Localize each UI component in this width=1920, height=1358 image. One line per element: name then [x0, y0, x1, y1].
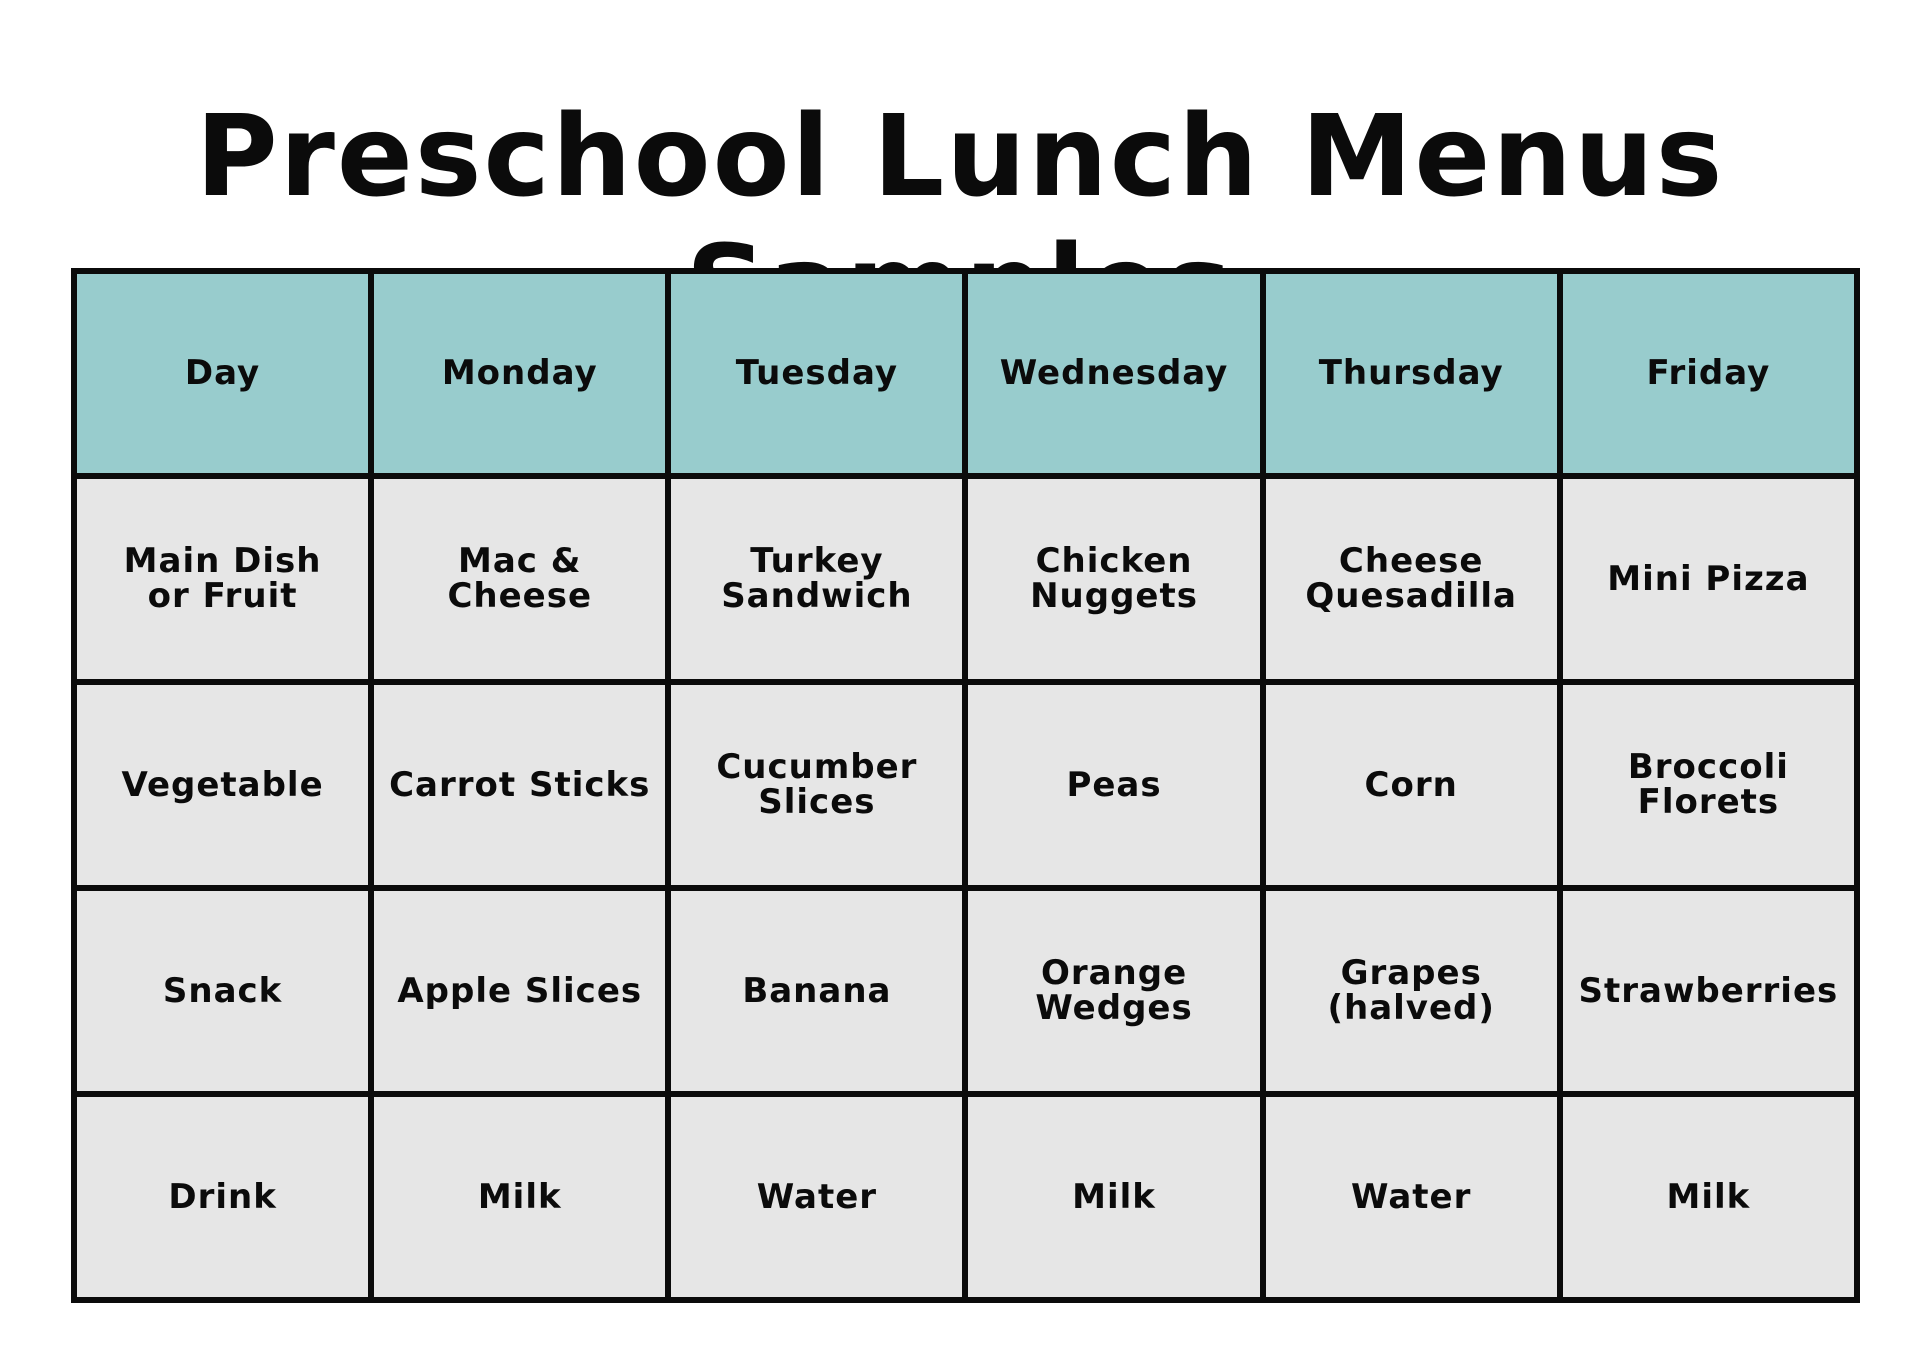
table-cell: Water: [1263, 1094, 1560, 1300]
table-cell: Milk: [1560, 1094, 1857, 1300]
table-cell: Corn: [1263, 682, 1560, 888]
table-header: [74, 271, 1857, 476]
lunch-menu-table: [71, 268, 1860, 1303]
table-cell: Milk: [371, 1094, 668, 1300]
table-cell: Strawberries: [1560, 888, 1857, 1094]
table-cell: Turkey Sandwich: [668, 476, 965, 682]
page-title: Preschool Lunch Menus: [195, 92, 1725, 222]
table-row-drink: [74, 1094, 1857, 1300]
row-label-cell: Snack: [74, 888, 371, 1094]
table-cell: Mac & Cheese: [371, 476, 668, 682]
header-tuesday: Tuesday: [668, 271, 965, 476]
header-wednesday: Wednesday: [965, 271, 1262, 476]
table-cell: Water: [668, 1094, 965, 1300]
header-friday: Friday: [1560, 271, 1857, 476]
table-cell: Orange Wedges: [965, 888, 1262, 1094]
table-cell: Milk: [965, 1094, 1262, 1300]
table-cell: Mini Pizza: [1560, 476, 1857, 682]
table-cell: Grapes (halved): [1263, 888, 1560, 1094]
row-label-cell: Vegetable: [74, 682, 371, 888]
row-label-cell: Main Dish or Fruit: [74, 476, 371, 682]
table-cell: Chicken Nuggets: [965, 476, 1262, 682]
row-label-cell: Drink: [74, 1094, 371, 1300]
table-cell: Broccoli Florets: [1560, 682, 1857, 888]
table-row-main-dish: [74, 476, 1857, 682]
table-cell: Carrot Sticks: [371, 682, 668, 888]
table-row-vegetable: [74, 682, 1857, 888]
header-monday: Monday: [371, 271, 668, 476]
header-thursday: Thursday: [1263, 271, 1560, 476]
table-body: [74, 476, 1857, 1300]
table-cell: Banana: [668, 888, 965, 1094]
table-cell: Cheese Quesadilla: [1263, 476, 1560, 682]
table-cell: Apple Slices: [371, 888, 668, 1094]
header-day: Day: [74, 271, 371, 476]
table-row-snack: [74, 888, 1857, 1094]
header-row: [74, 271, 1857, 476]
table-cell: Cucumber Slices: [668, 682, 965, 888]
table-cell: Peas: [965, 682, 1262, 888]
